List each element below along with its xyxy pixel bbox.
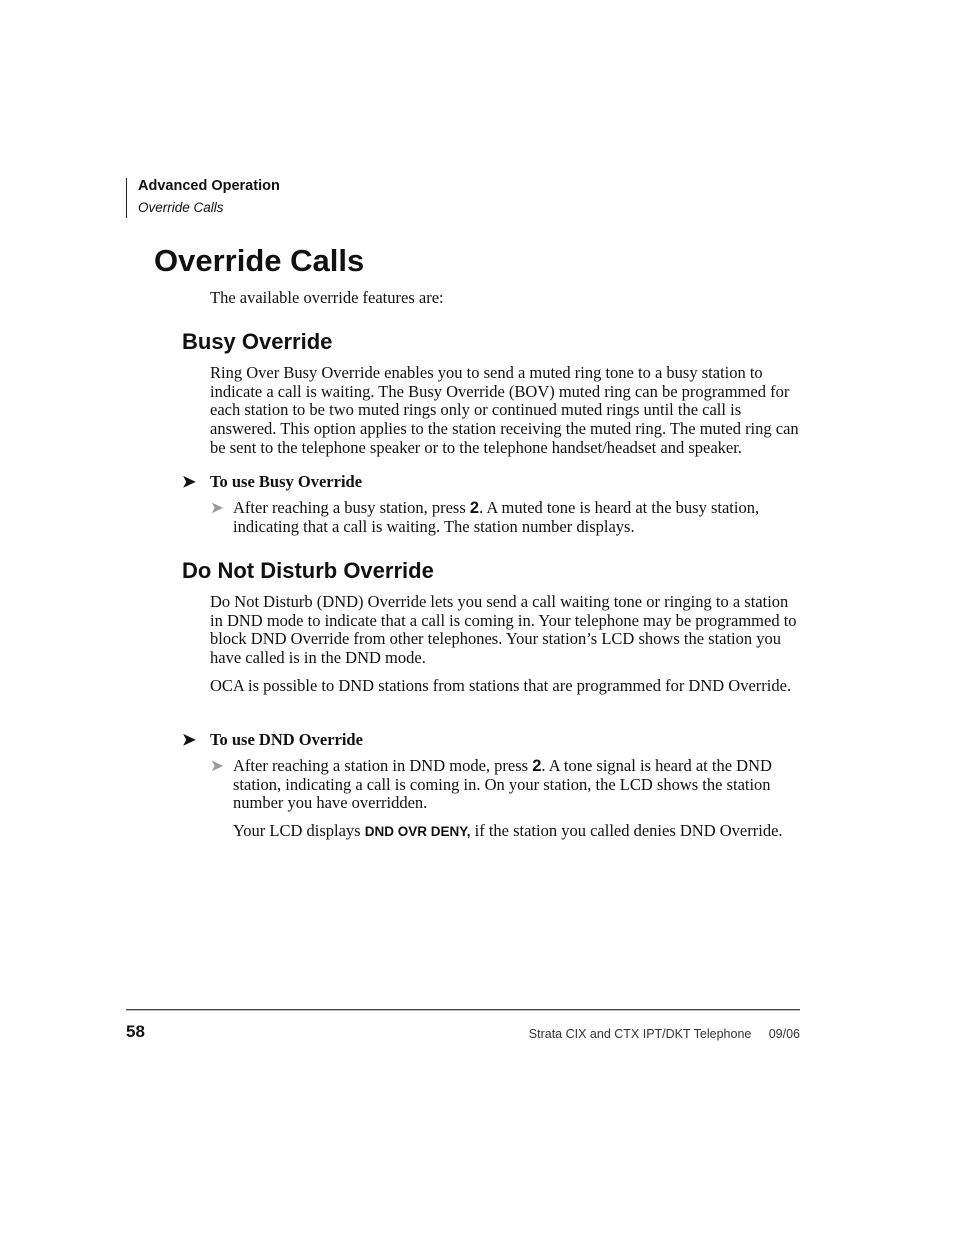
busy-step-text: After reaching a busy station, press 2. A muted tone is heard at the busy station, indicating that a call is waiting. The station number displays.: [233, 498, 760, 536]
procedure-arrow-icon: ➤: [182, 472, 196, 491]
header-rule: [126, 178, 127, 218]
step-arrow-icon: ➤: [210, 498, 224, 517]
procedure-arrow-icon: ➤: [182, 730, 196, 749]
dnd-lcd-note: Your LCD displays DND OVR DENY, if the station you called denies DND Override.: [233, 821, 783, 840]
dnd-procedure-heading: [182, 730, 363, 750]
dnd-step-text: After reaching a station in DND mode, press 2. A tone signal is heard at the DND station, indicating a call is coming in. On your station, the LCD shows the station number you have overridden.: [233, 756, 772, 813]
footer-text: Strata CIX and CTX IPT/DKT Telephone 09/06: [528, 1027, 800, 1041]
busy-step: [210, 499, 800, 536]
key-2: 2: [532, 757, 542, 775]
intro-text: The available override features are:: [210, 288, 444, 307]
dnd-step: [210, 757, 800, 813]
dnd-override-body-1: Do Not Disturb (DND) Override lets you send a call waiting tone or ringing to a station in DND mode to indicate that a call is coming in. Your telephone may be programmed to block DND Override from other telephones. Your station’s LCD shows the station you have called is in the DND mode.: [210, 592, 797, 668]
dnd-override-heading: Do Not Disturb Override: [182, 558, 434, 583]
step-arrow-icon: ➤: [210, 756, 224, 775]
busy-procedure-label: To use Busy Override: [210, 472, 363, 491]
footer-rule: [126, 1009, 800, 1011]
page-title: Override Calls: [154, 243, 365, 278]
header-subsection: Override Calls: [138, 200, 224, 215]
lcd-message: DND OVR DENY,: [364, 824, 471, 839]
busy-override-heading: Busy Override: [182, 329, 333, 354]
busy-procedure-heading: [182, 472, 362, 492]
page-number: 58: [126, 1022, 145, 1041]
busy-override-body: Ring Over Busy Override enables you to send a muted ring tone to a busy station to indicate a call is waiting. The Busy Override (BOV) muted ring can be programmed for each station to be two muted rings only or continued muted rings until the call is answered. This option applies to the station receiving the muted ring. The muted ring can be sent to the telephone speaker or to the telephone handset/headset and speaker.: [210, 363, 799, 457]
key-2: 2: [469, 499, 480, 517]
dnd-procedure-label: To use DND Override: [210, 730, 363, 749]
dnd-override-body-2: OCA is possible to DND stations from stations that are programmed for DND Override.: [210, 676, 792, 695]
header-section: Advanced Operation: [138, 178, 280, 194]
